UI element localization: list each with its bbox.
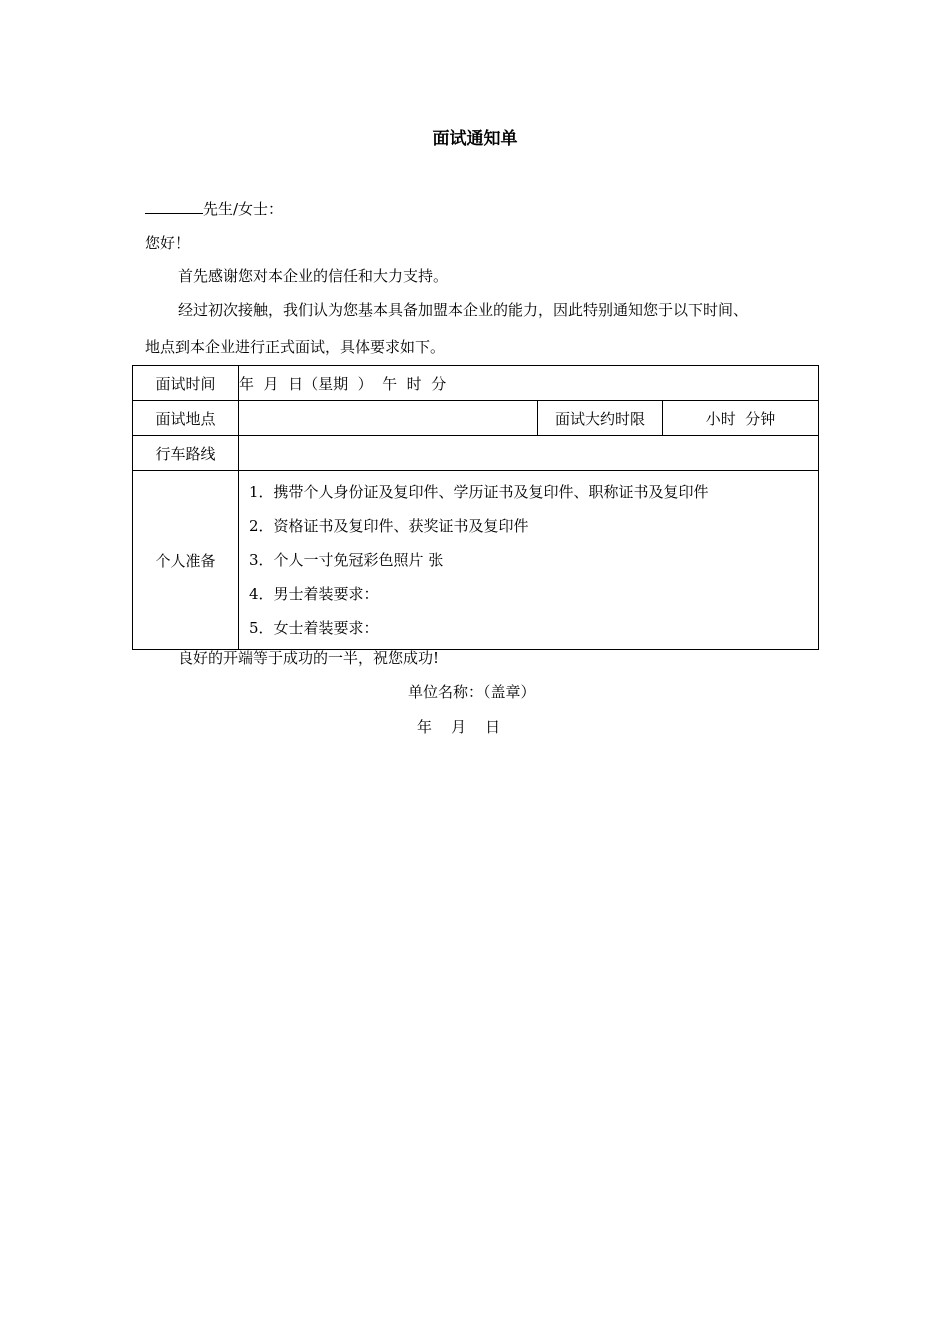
signature-date: 年 月 日 [417,718,501,736]
interview-info-table [132,365,819,650]
place-value [239,401,538,436]
duration-label: 面试大约时限 [538,401,663,436]
place-label: 面试地点 [133,401,239,436]
table-row-place [133,401,819,436]
salutation-line [145,198,283,219]
list-item: 1．携带个人身份证及复印件、学历证书及复印件、职称证书及复印件 [249,483,709,501]
list-item: 4．男士着装要求： [249,585,379,603]
route-label: 行车路线 [133,436,239,471]
list-item: 3．个人一寸免冠彩色照片 张 [249,551,444,569]
route-value [239,436,819,471]
paragraph-notice-line1: 经过初次接触，我们认为您基本具备加盟本企业的能力，因此特别通知您于以下时间、 [178,301,749,319]
list-item: 5．女士着装要求： [249,619,379,637]
time-label: 面试时间 [133,366,239,401]
paragraph-thanks: 首先感谢您对本企业的信任和大力支持。 [178,267,449,285]
greeting: 您好！ [145,234,191,252]
prep-label: 个人准备 [133,471,239,650]
closing-line: 良好的开端等于成功的一半，祝您成功! [178,649,440,667]
list-item: 2．资格证书及复印件、获奖证书及复印件 [249,517,529,535]
document-title: 面试通知单 [432,129,518,149]
org-name-stamp: 单位名称：（盖章） [408,683,536,701]
salutation-text: 先生/女士： [203,200,284,218]
table-row-route [133,436,819,471]
name-blank [145,199,203,214]
paragraph-notice-line2: 地点到本企业进行正式面试，具体要求如下。 [145,338,446,356]
prep-list-cell [239,471,819,650]
duration-value: 小时 分钟 [663,401,819,436]
table-row-preparation [133,471,819,650]
time-value: 年 月 日（星期 ） 午 时 分 [239,366,819,401]
prep-list [239,471,818,649]
table-row-time [133,366,819,401]
